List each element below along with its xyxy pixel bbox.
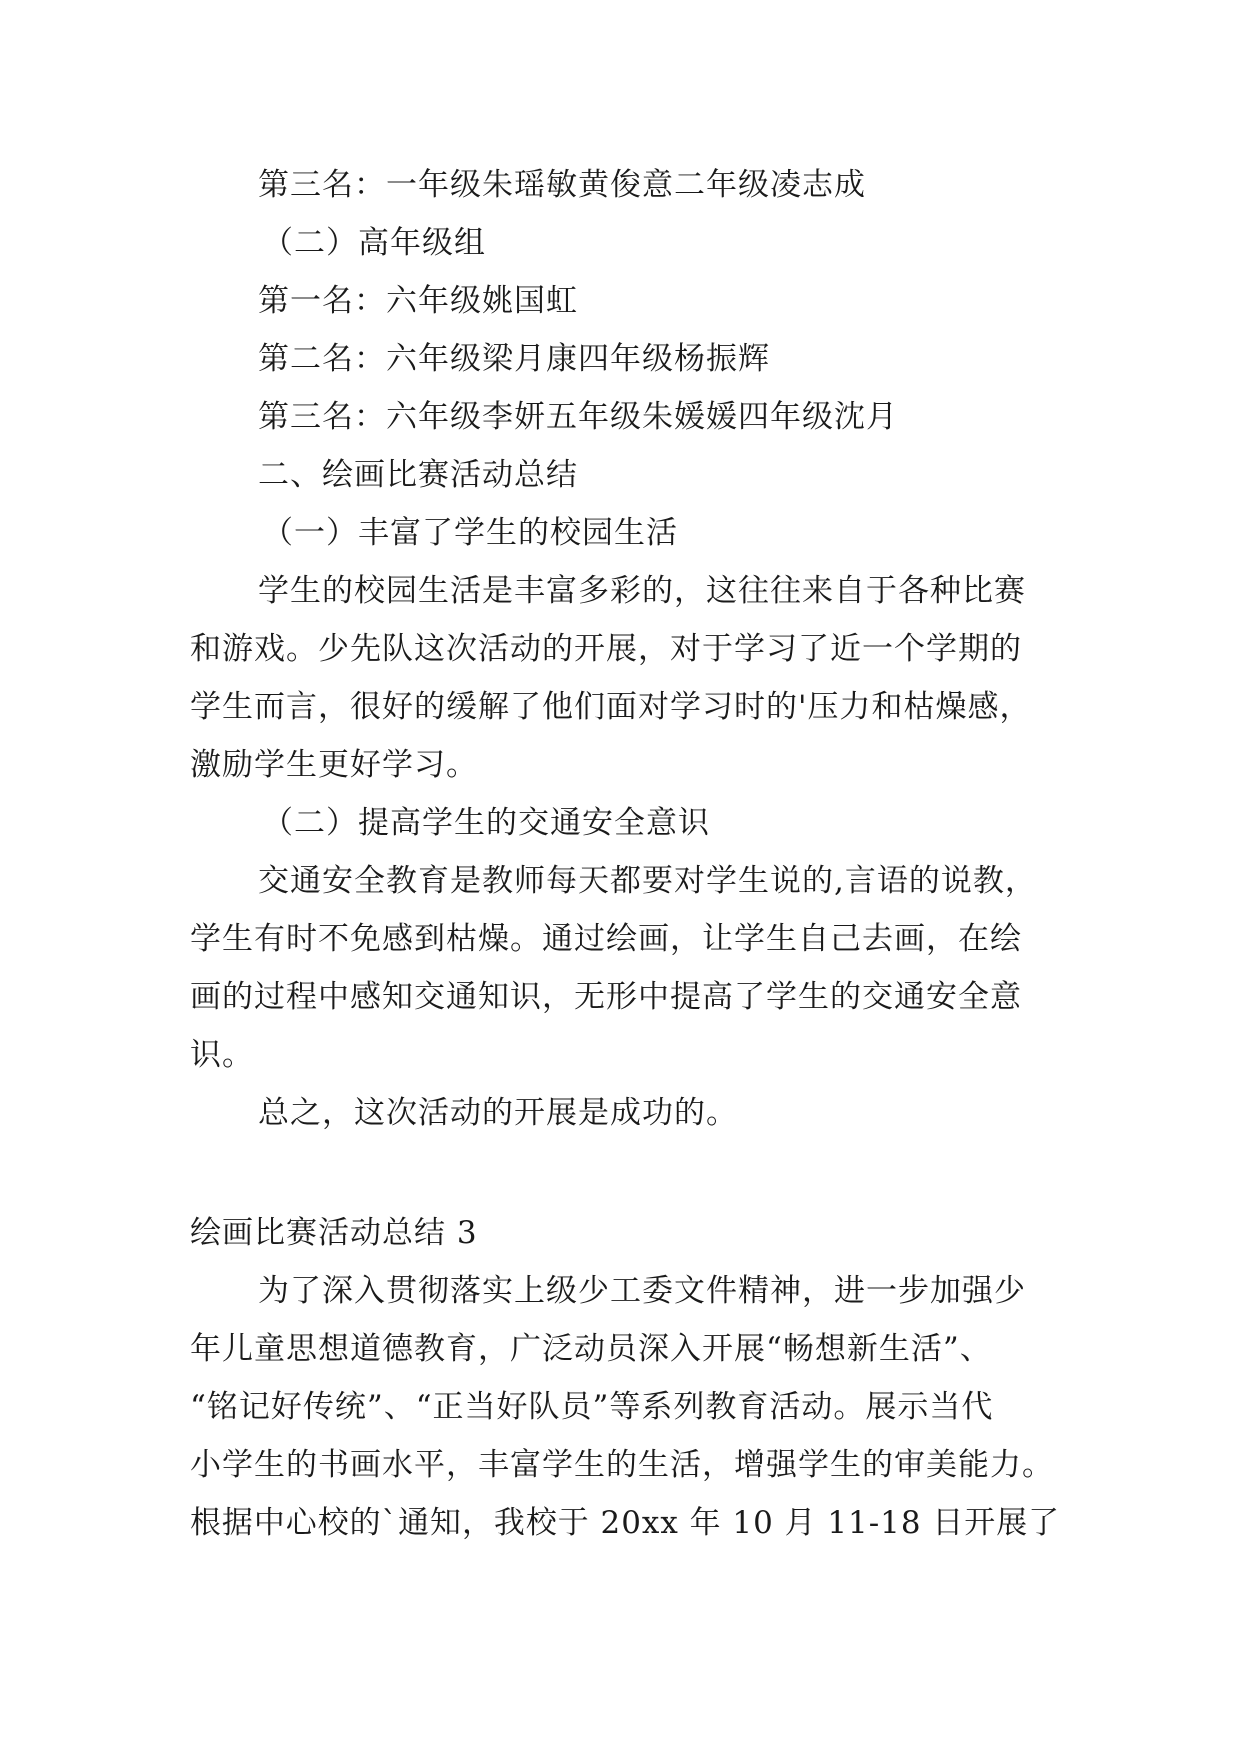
text-line-first-prize-senior: 第一名：六年级姚国虹 — [258, 283, 578, 319]
text-line-senior-group-heading: （二）高年级组 — [262, 225, 486, 261]
paragraph-line: 和游戏。少先队这次活动的开展，对于学习了近一个学期的 — [190, 631, 1022, 667]
paragraph-line: 学生有时不免感到枯燥。通过绘画，让学生自己去画，在绘 — [190, 921, 1022, 957]
paragraph-line: 学生而言，很好的缓解了他们面对学习时的'压力和枯燥感， — [190, 689, 1032, 725]
paragraph-line: 学生的校园生活是丰富多彩的，这往往来自于各种比赛 — [258, 573, 1026, 609]
section-heading-summary: 二、绘画比赛活动总结 — [258, 457, 578, 493]
paragraph-line: 激励学生更好学习。 — [190, 747, 478, 783]
paragraph-line: 识。 — [190, 1037, 254, 1073]
paragraph-line: “铭记好传统”、“正当好队员”等系列教育活动。展示当代 — [190, 1389, 994, 1425]
text-line-third-prize-senior: 第三名：六年级李妍五年级朱媛媛四年级沈月 — [258, 399, 898, 435]
text-line-third-prize-junior: 第三名：一年级朱瑶敏黄俊意二年级凌志成 — [258, 167, 866, 203]
document-title-summary-3: 绘画比赛活动总结 3 — [190, 1215, 478, 1251]
text-line-second-prize-senior: 第二名：六年级梁月康四年级杨振辉 — [258, 341, 770, 377]
paragraph-line: 小学生的书画水平，丰富学生的生活，增强学生的审美能力。 — [190, 1447, 1054, 1483]
paragraph-line: 画的过程中感知交通知识，无形中提高了学生的交通安全意 — [190, 979, 1022, 1015]
paragraph-line-conclusion: 总之，这次活动的开展是成功的。 — [258, 1095, 738, 1131]
paragraph-line: 交通安全教育是教师每天都要对学生说的,言语的说教， — [258, 863, 1037, 899]
subheading-traffic-safety: （二）提高学生的交通安全意识 — [262, 805, 710, 841]
subheading-campus-life: （一）丰富了学生的校园生活 — [262, 515, 678, 551]
paragraph-line: 根据中心校的`通知，我校于 20xx 年 10 月 11-18 日开展了 — [190, 1505, 1061, 1541]
paragraph-line: 为了深入贯彻落实上级少工委文件精神，进一步加强少 — [258, 1273, 1026, 1309]
paragraph-line: 年儿童思想道德教育，广泛动员深入开展“畅想新生活”、 — [190, 1331, 992, 1367]
